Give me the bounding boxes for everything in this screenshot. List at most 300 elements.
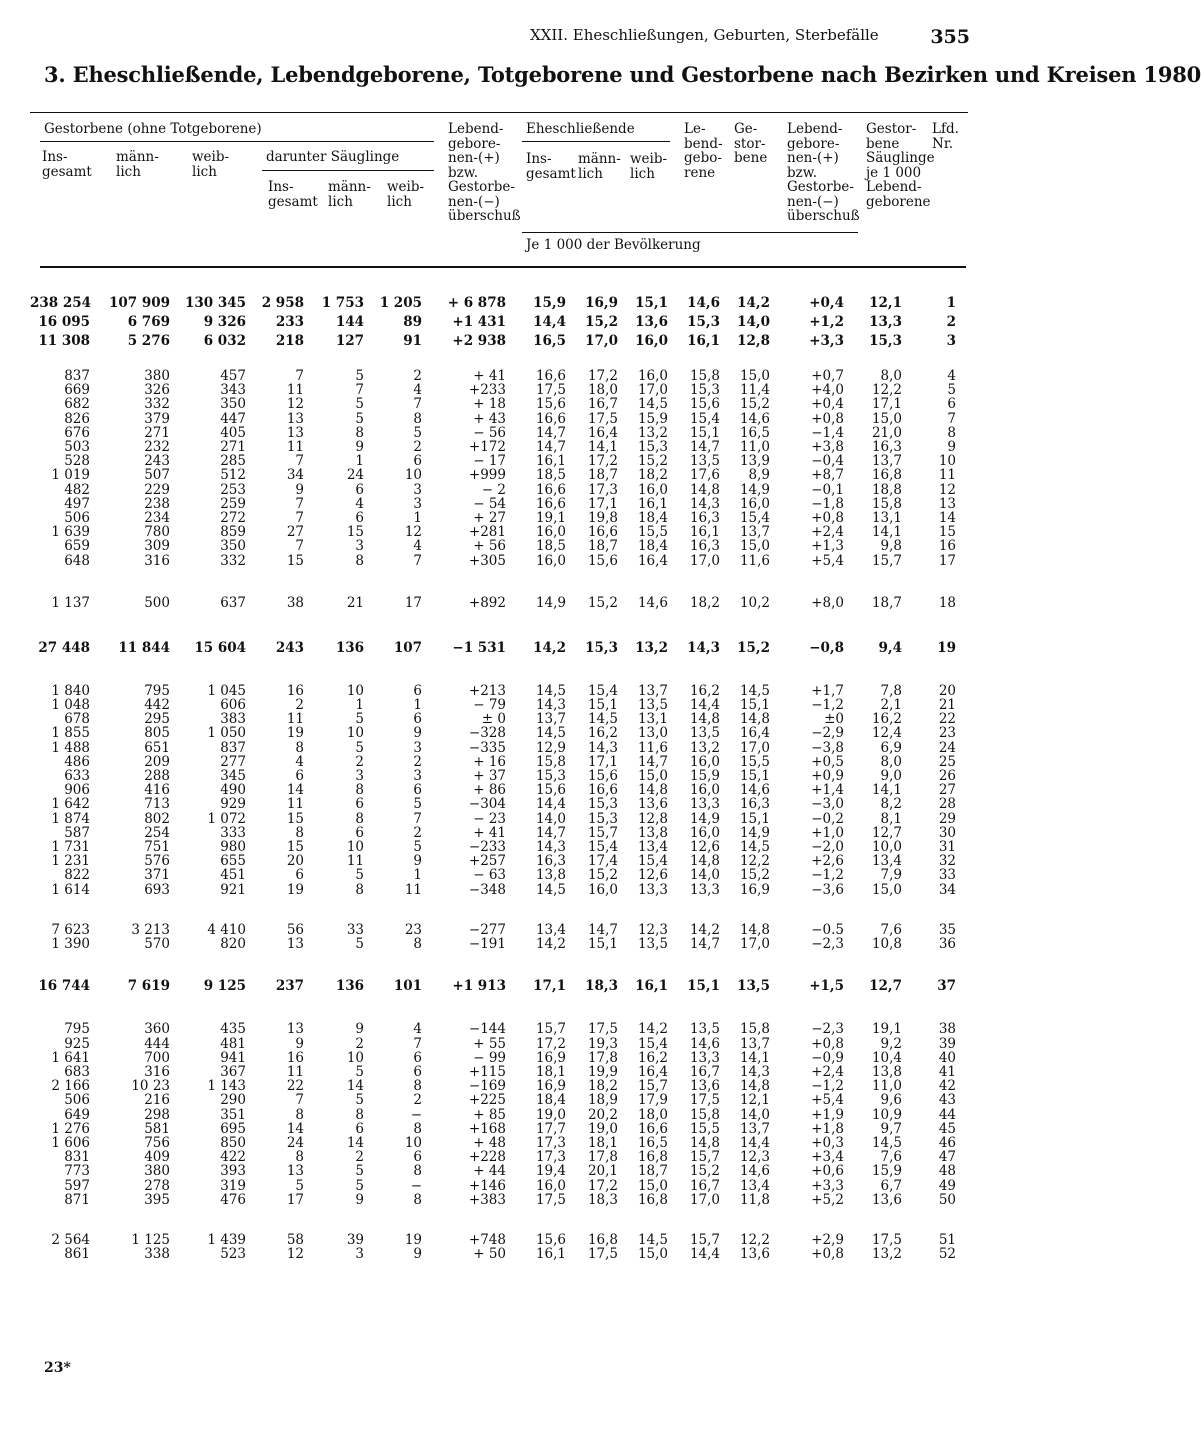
cell-saeugl-rate: 19,1 <box>871 1021 902 1038</box>
cell-maennlich: 238 <box>144 495 170 512</box>
cell-ehe-maennlich: 17,3 <box>587 481 618 498</box>
cell-saeugl-rate <box>848 951 906 977</box>
cell-weiblich: 820 <box>220 936 246 953</box>
cell-ehe-insgesamt: 16,3 <box>535 853 566 870</box>
cell-ehe-insgesamt <box>510 1207 570 1233</box>
cell-saeugl-weiblich: 6 <box>413 782 422 799</box>
cell-saeugl-insgesamt: 5 <box>295 1177 304 1194</box>
cell-maennlich: 309 <box>144 538 170 555</box>
cell-saeugl-rate: 8,0 <box>880 753 902 770</box>
cell-ueberschuss-rate <box>774 613 848 639</box>
cell-lfd-nr: 25 <box>938 753 956 770</box>
cell-ehe-maennlich: 19,3 <box>587 1035 618 1052</box>
cell-maennlich: 107 909 <box>108 295 170 311</box>
cell-saeugl-rate: 7,6 <box>880 921 902 938</box>
cell-lfd-nr: 36 <box>938 936 956 953</box>
cell-saeugl-weiblich: 107 <box>393 639 422 656</box>
cell-saeugl-weiblich: 3 <box>413 481 422 498</box>
cell-ehe-maennlich: 19,9 <box>587 1063 618 1080</box>
cell-lfd-nr <box>906 613 960 639</box>
cell-weiblich: 606 <box>220 697 246 714</box>
cell-insgesamt <box>30 1207 94 1233</box>
table-row <box>30 698 960 712</box>
table-row <box>30 741 960 755</box>
cell-ueberschuss: + 18 <box>473 396 506 413</box>
cell-ehe-maennlich: 15,6 <box>587 768 618 785</box>
cell-maennlich: 805 <box>144 725 170 742</box>
cell-lfd-nr: 13 <box>938 495 956 512</box>
cell-gestorbene-rate: 15,8 <box>739 1021 770 1038</box>
cell-lebendgeborene-rate: 14,7 <box>689 439 720 456</box>
cell-ehe-maennlich: 15,4 <box>587 839 618 856</box>
cell-ueberschuss-rate: +3,3 <box>809 333 844 349</box>
cell-ehe-weiblich: 13,6 <box>635 314 668 330</box>
cell-ueberschuss-rate: +0,8 <box>811 410 844 427</box>
cell-saeugl-maennlich <box>308 951 368 977</box>
cell-ueberschuss: + 37 <box>473 768 506 785</box>
cell-saeugl-rate <box>848 1207 906 1233</box>
cell-insgesamt: 238 254 <box>30 295 92 311</box>
cell-gestorbene-rate: 14,9 <box>739 824 770 841</box>
cell-lfd-nr: 47 <box>938 1149 956 1166</box>
table-row <box>30 1022 960 1036</box>
cell-ehe-insgesamt <box>510 996 570 1022</box>
hdr-ehe-rule <box>522 141 670 142</box>
cell-lfd-nr: 44 <box>938 1106 956 1123</box>
cell-saeugl-maennlich: 8 <box>355 424 364 441</box>
table-row <box>30 525 960 539</box>
cell-ehe-weiblich: 14,6 <box>637 594 668 611</box>
cell-saeugl-rate: 15,0 <box>871 881 902 898</box>
cell-ueberschuss-rate: +0,8 <box>811 1035 844 1052</box>
cell-ueberschuss-rate: +0,5 <box>811 753 844 770</box>
cell-maennlich: 395 <box>144 1191 170 1208</box>
cell-saeugl-maennlich <box>308 613 368 639</box>
cell-saeugl-rate: 10,0 <box>871 839 902 856</box>
row-spacer <box>30 658 960 684</box>
cell-saeugl-rate: 15,7 <box>871 552 902 569</box>
cell-gestorbene-rate: 14,0 <box>737 314 770 330</box>
cell-ueberschuss-rate <box>774 1207 848 1233</box>
cell-ehe-insgesamt: 15,6 <box>535 782 566 799</box>
table-row <box>30 726 960 740</box>
cell-ehe-insgesamt: 14,5 <box>535 881 566 898</box>
cell-weiblich: 837 <box>220 739 246 756</box>
cell-ehe-weiblich <box>622 351 672 369</box>
cell-ehe-maennlich: 20,2 <box>587 1106 618 1123</box>
cell-saeugl-weiblich: 6 <box>413 453 422 470</box>
cell-ehe-insgesamt: 16,9 <box>535 1078 566 1095</box>
cell-lebendgeborene-rate: 17,6 <box>689 467 720 484</box>
cell-gestorbene-rate: 14,0 <box>739 1106 770 1123</box>
cell-weiblich <box>174 658 250 684</box>
table-row <box>30 1093 960 1107</box>
cell-lebendgeborene-rate: 14,9 <box>689 810 720 827</box>
cell-ueberschuss: + 85 <box>473 1106 506 1123</box>
cell-saeugl-rate: 16,2 <box>871 711 902 728</box>
cell-ehe-insgesamt: 16,9 <box>535 1049 566 1066</box>
cell-weiblich: 9 326 <box>203 314 246 330</box>
cell-saeugl-rate: 16,3 <box>871 439 902 456</box>
cell-lfd-nr: 22 <box>938 711 956 728</box>
cell-saeugl-weiblich: 4 <box>413 382 422 399</box>
cell-saeugl-weiblich: 6 <box>413 711 422 728</box>
cell-insgesamt: 16 744 <box>38 978 90 995</box>
cell-saeugl-insgesamt: 13 <box>286 424 304 441</box>
cell-gestorbene-rate: 13,7 <box>739 524 770 541</box>
cell-ueberschuss: + 41 <box>473 824 506 841</box>
cell-saeugl-maennlich: 1 753 <box>321 295 364 311</box>
cell-saeugl-rate: 8,2 <box>880 796 902 813</box>
cell-saeugl-weiblich: 2 <box>413 824 422 841</box>
cell-lebendgeborene-rate: 15,9 <box>689 768 720 785</box>
cell-lebendgeborene-rate: 16,0 <box>689 782 720 799</box>
cell-saeugl-rate: 8,1 <box>880 810 902 827</box>
cell-gestorbene-rate: 15,2 <box>739 396 770 413</box>
cell-gestorbene-rate: 15,1 <box>739 768 770 785</box>
cell-ehe-insgesamt: 14,7 <box>535 424 566 441</box>
cell-ehe-weiblich: 15,5 <box>637 524 668 541</box>
cell-lfd-nr <box>906 658 960 684</box>
row-spacer <box>30 568 960 594</box>
cell-ehe-weiblich: 16,6 <box>637 1120 668 1137</box>
row-spacer <box>30 996 960 1022</box>
cell-lfd-nr: 18 <box>938 594 956 611</box>
table-row <box>30 294 960 313</box>
cell-ehe-weiblich: 14,5 <box>637 396 668 413</box>
hdr-je1000-rule <box>522 232 858 233</box>
cell-ueberschuss: −1 531 <box>452 639 506 656</box>
cell-lebendgeborene-rate: 15,7 <box>689 1149 720 1166</box>
cell-ehe-insgesamt <box>510 951 570 977</box>
cell-insgesamt: 683 <box>64 1063 90 1080</box>
cell-ehe-insgesamt <box>510 897 570 923</box>
table-row <box>30 868 960 882</box>
cell-ehe-maennlich: 15,4 <box>587 682 618 699</box>
cell-saeugl-weiblich: 19 <box>404 1231 422 1248</box>
cell-ueberschuss-rate: +0,7 <box>811 368 844 384</box>
cell-lfd-nr: 19 <box>937 639 956 656</box>
cell-saeugl-maennlich: 9 <box>355 1191 364 1208</box>
cell-gestorbene-rate: 15,1 <box>739 810 770 827</box>
table-row <box>30 426 960 440</box>
cell-ehe-insgesamt: 17,3 <box>535 1149 566 1166</box>
table-row <box>30 1164 960 1178</box>
cell-ehe-maennlich: 18,3 <box>585 978 618 995</box>
cell-lfd-nr: 38 <box>938 1021 956 1038</box>
cell-saeugl-insgesamt: 8 <box>295 824 304 841</box>
cell-saeugl-maennlich: 5 <box>355 739 364 756</box>
cell-lfd-nr: 43 <box>938 1092 956 1109</box>
cell-lebendgeborene-rate: 13,5 <box>689 453 720 470</box>
cell-ehe-maennlich <box>570 897 622 923</box>
cell-saeugl-weiblich <box>368 897 426 923</box>
table-row <box>30 511 960 525</box>
cell-lfd-nr: 20 <box>938 682 956 699</box>
cell-insgesamt: 659 <box>64 538 90 555</box>
cell-lebendgeborene-rate: 16,2 <box>689 682 720 699</box>
cell-ueberschuss: +228 <box>468 1149 506 1166</box>
cell-gestorbene-rate <box>724 613 774 639</box>
cell-weiblich: 476 <box>220 1191 246 1208</box>
cell-ehe-weiblich: 15,3 <box>637 439 668 456</box>
cell-lebendgeborene-rate <box>672 996 724 1022</box>
cell-ueberschuss: +748 <box>468 1231 506 1248</box>
cell-ehe-maennlich: 18,0 <box>587 382 618 399</box>
cell-insgesamt: 906 <box>64 782 90 799</box>
cell-insgesamt: 831 <box>64 1149 90 1166</box>
cell-ehe-insgesamt <box>510 613 570 639</box>
cell-saeugl-rate: 2,1 <box>880 697 902 714</box>
table-row <box>30 497 960 511</box>
cell-ueberschuss-rate: +3,8 <box>811 439 844 456</box>
cell-ehe-weiblich: 13,2 <box>637 424 668 441</box>
cell-lebendgeborene-rate: 14,2 <box>689 921 720 938</box>
cell-lebendgeborene-rate <box>672 568 724 594</box>
cell-lfd-nr: 3 <box>946 333 956 349</box>
cell-ehe-weiblich: 15,7 <box>637 1078 668 1095</box>
table-row <box>30 1037 960 1051</box>
cell-gestorbene-rate: 17,0 <box>739 739 770 756</box>
cell-ueberschuss: − 79 <box>473 697 506 714</box>
cell-saeugl-insgesamt: 11 <box>286 1063 304 1080</box>
cell-ehe-insgesamt: 16,5 <box>533 333 566 349</box>
cell-ehe-maennlich: 17,8 <box>587 1049 618 1066</box>
cell-ehe-insgesamt: 14,7 <box>535 824 566 841</box>
cell-weiblich: 695 <box>220 1120 246 1137</box>
cell-lebendgeborene-rate: 17,0 <box>689 552 720 569</box>
table-row <box>30 383 960 397</box>
cell-ehe-maennlich: 16,7 <box>587 396 618 413</box>
cell-weiblich: 393 <box>220 1163 246 1180</box>
cell-maennlich: 409 <box>144 1149 170 1166</box>
hdr-lebendgeborene: Le- bend- gebo- rene <box>684 121 723 181</box>
cell-ueberschuss: +305 <box>468 552 506 569</box>
cell-saeugl-insgesamt: 15 <box>286 839 304 856</box>
cell-gestorbene-rate: 14,3 <box>739 1063 770 1080</box>
cell-gestorbene-rate: 16,0 <box>739 495 770 512</box>
cell-ehe-insgesamt: 16,6 <box>535 481 566 498</box>
cell-saeugl-insgesamt: 19 <box>286 881 304 898</box>
cell-weiblich: 859 <box>220 524 246 541</box>
cell-ueberschuss: +281 <box>468 524 506 541</box>
cell-lebendgeborene-rate: 16,7 <box>689 1177 720 1194</box>
cell-saeugl-weiblich: 1 <box>413 867 422 884</box>
hdr-lebend-ueberschuss2: Lebend- gebore- nen-(+) bzw. Gestorbe- nen-(−) überschuß <box>787 121 860 224</box>
cell-saeugl-rate: 14,1 <box>871 782 902 799</box>
cell-saeugl-maennlich: 5 <box>355 1163 364 1180</box>
cell-lebendgeborene-rate: 15,2 <box>689 1163 720 1180</box>
cell-ehe-insgesamt <box>510 658 570 684</box>
cell-ehe-insgesamt <box>510 568 570 594</box>
cell-saeugl-insgesamt: 13 <box>286 1021 304 1038</box>
cell-ueberschuss-rate: +5,4 <box>811 1092 844 1109</box>
cell-lfd-nr: 40 <box>938 1049 956 1066</box>
cell-ueberschuss-rate: +0,3 <box>811 1134 844 1151</box>
cell-saeugl-rate: 9,2 <box>880 1035 902 1052</box>
cell-saeugl-weiblich: 12 <box>404 524 422 541</box>
cell-ueberschuss <box>426 613 510 639</box>
cell-gestorbene-rate <box>724 897 774 923</box>
cell-ueberschuss: − 63 <box>473 867 506 884</box>
cell-ehe-maennlich <box>570 658 622 684</box>
cell-weiblich: 285 <box>220 453 246 470</box>
cell-weiblich: 130 345 <box>184 295 246 311</box>
cell-ehe-weiblich: 15,1 <box>635 295 668 311</box>
cell-lebendgeborene-rate: 12,6 <box>689 839 720 856</box>
cell-ehe-maennlich <box>570 1207 622 1233</box>
cell-weiblich: 1 072 <box>207 810 246 827</box>
cell-weiblich: 1 045 <box>207 682 246 699</box>
cell-maennlich: 332 <box>144 396 170 413</box>
cell-ehe-maennlich: 18,1 <box>587 1134 618 1151</box>
cell-ehe-insgesamt: 16,6 <box>535 410 566 427</box>
cell-ehe-weiblich: 16,0 <box>637 368 668 384</box>
cell-insgesamt: 1 390 <box>51 936 90 953</box>
cell-insgesamt: 1 874 <box>51 810 90 827</box>
cell-insgesamt <box>30 951 94 977</box>
cell-ehe-insgesamt: 14,5 <box>535 682 566 699</box>
cell-lfd-nr: 33 <box>938 867 956 884</box>
cell-saeugl-rate: 15,9 <box>871 1163 902 1180</box>
cell-maennlich: 298 <box>144 1106 170 1123</box>
cell-lfd-nr: 4 <box>947 368 956 384</box>
cell-ueberschuss: +892 <box>468 594 506 611</box>
cell-saeugl-insgesamt: 7 <box>295 368 304 384</box>
cell-lebendgeborene-rate: 16,7 <box>689 1063 720 1080</box>
cell-saeugl-insgesamt: 7 <box>295 510 304 527</box>
cell-insgesamt: 7 623 <box>51 921 90 938</box>
cell-gestorbene-rate: 17,0 <box>739 936 770 953</box>
cell-lfd-nr: 14 <box>938 510 956 527</box>
cell-saeugl-insgesamt: 16 <box>286 682 304 699</box>
cell-lfd-nr <box>906 568 960 594</box>
cell-insgesamt <box>30 658 94 684</box>
cell-insgesamt <box>30 613 94 639</box>
cell-ueberschuss: + 16 <box>473 753 506 770</box>
cell-lebendgeborene-rate: 13,3 <box>689 881 720 898</box>
cell-ueberschuss-rate: −0,2 <box>811 810 844 827</box>
cell-insgesamt: 528 <box>64 453 90 470</box>
cell-lebendgeborene-rate <box>672 658 724 684</box>
cell-insgesamt: 1 641 <box>51 1049 90 1066</box>
cell-saeugl-rate: 11,0 <box>871 1078 902 1095</box>
cell-saeugl-maennlich: 2 <box>355 1149 364 1166</box>
cell-ehe-weiblich: 13,1 <box>637 711 668 728</box>
cell-saeugl-weiblich: 1 <box>413 697 422 714</box>
cell-maennlich <box>94 613 174 639</box>
cell-ueberschuss-rate: +1,3 <box>811 538 844 555</box>
cell-insgesamt: 497 <box>64 495 90 512</box>
cell-ueberschuss-rate: −2,3 <box>811 936 844 953</box>
cell-lfd-nr: 34 <box>938 881 956 898</box>
cell-saeugl-insgesamt <box>250 1207 308 1233</box>
cell-weiblich: 980 <box>220 839 246 856</box>
cell-ueberschuss: −335 <box>468 739 506 756</box>
cell-ueberschuss-rate: +4,0 <box>811 382 844 399</box>
cell-ehe-maennlich: 14,1 <box>587 439 618 456</box>
cell-ehe-maennlich: 19,8 <box>587 510 618 527</box>
cell-ueberschuss-rate <box>774 351 848 369</box>
cell-maennlich: 11 844 <box>118 639 170 656</box>
cell-saeugl-maennlich: 5 <box>355 410 364 427</box>
cell-saeugl-weiblich: 3 <box>413 495 422 512</box>
cell-saeugl-weiblich: 7 <box>413 810 422 827</box>
cell-lebendgeborene-rate <box>672 1207 724 1233</box>
hdr-gestorbene2: Ge- stor- bene <box>734 121 768 166</box>
row-spacer <box>30 613 960 639</box>
cell-saeugl-rate: 8,0 <box>880 368 902 384</box>
table-row <box>30 539 960 553</box>
cell-ueberschuss: −304 <box>468 796 506 813</box>
cell-saeugl-maennlich: 21 <box>346 594 364 611</box>
cell-gestorbene-rate: 12,2 <box>739 1231 770 1248</box>
cell-maennlich: 380 <box>144 1163 170 1180</box>
cell-ueberschuss: −328 <box>468 725 506 742</box>
cell-weiblich: 435 <box>220 1021 246 1038</box>
hdr-maennlich: männ- lich <box>116 149 159 180</box>
header-bottom-rule <box>40 266 966 268</box>
cell-ehe-insgesamt: 15,6 <box>535 396 566 413</box>
cell-saeugl-maennlich: 136 <box>335 639 364 656</box>
cell-ueberschuss: +172 <box>468 439 506 456</box>
cell-weiblich: 457 <box>220 368 246 384</box>
cell-insgesamt: 11 308 <box>38 333 90 349</box>
cell-gestorbene-rate: 15,2 <box>737 639 770 656</box>
cell-lebendgeborene-rate: 16,1 <box>687 333 720 349</box>
chapter-title: XXII. Eheschließungen, Geburten, Sterbefälle <box>530 26 879 44</box>
cell-ehe-weiblich: 18,0 <box>637 1106 668 1123</box>
cell-ueberschuss-rate: −2,3 <box>811 1021 844 1038</box>
cell-saeugl-insgesamt: 14 <box>286 1120 304 1137</box>
cell-saeugl-weiblich: 3 <box>413 768 422 785</box>
cell-lebendgeborene-rate: 15,1 <box>689 424 720 441</box>
cell-ueberschuss: +999 <box>468 467 506 484</box>
cell-saeugl-maennlich: 9 <box>355 439 364 456</box>
cell-saeugl-weiblich: − <box>410 1106 422 1123</box>
cell-ehe-maennlich: 16,9 <box>585 295 618 311</box>
cell-lebendgeborene-rate: 16,3 <box>689 538 720 555</box>
cell-lebendgeborene-rate: 15,7 <box>689 1231 720 1248</box>
cell-saeugl-maennlich: 8 <box>355 881 364 898</box>
cell-maennlich: 278 <box>144 1177 170 1194</box>
cell-ehe-weiblich: 15,4 <box>637 853 668 870</box>
cell-weiblich: 277 <box>220 753 246 770</box>
cell-ueberschuss-rate: −0,9 <box>811 1049 844 1066</box>
cell-ehe-weiblich: 12,6 <box>637 867 668 884</box>
cell-lfd-nr: 12 <box>938 481 956 498</box>
cell-ehe-insgesamt: 19,0 <box>535 1106 566 1123</box>
cell-ueberschuss: − 56 <box>473 424 506 441</box>
cell-saeugl-maennlich: 6 <box>355 824 364 841</box>
cell-saeugl-insgesamt: 19 <box>286 725 304 742</box>
cell-saeugl-insgesamt: 218 <box>275 333 304 349</box>
cell-ueberschuss: − 2 <box>481 481 506 498</box>
cell-ehe-weiblich: 16,1 <box>635 978 668 995</box>
cell-ehe-insgesamt: 15,6 <box>535 1231 566 1248</box>
cell-weiblich: 350 <box>220 538 246 555</box>
cell-saeugl-maennlich: 6 <box>355 796 364 813</box>
cell-maennlich: 209 <box>144 753 170 770</box>
cell-saeugl-rate: 13,3 <box>869 314 902 330</box>
cell-saeugl-rate: 12,1 <box>869 295 902 311</box>
cell-ueberschuss-rate: +8,0 <box>811 594 844 611</box>
cell-weiblich: 345 <box>220 768 246 785</box>
cell-ueberschuss-rate: +1,4 <box>811 782 844 799</box>
cell-insgesamt <box>30 351 94 369</box>
cell-maennlich: 243 <box>144 453 170 470</box>
cell-ueberschuss-rate <box>774 897 848 923</box>
